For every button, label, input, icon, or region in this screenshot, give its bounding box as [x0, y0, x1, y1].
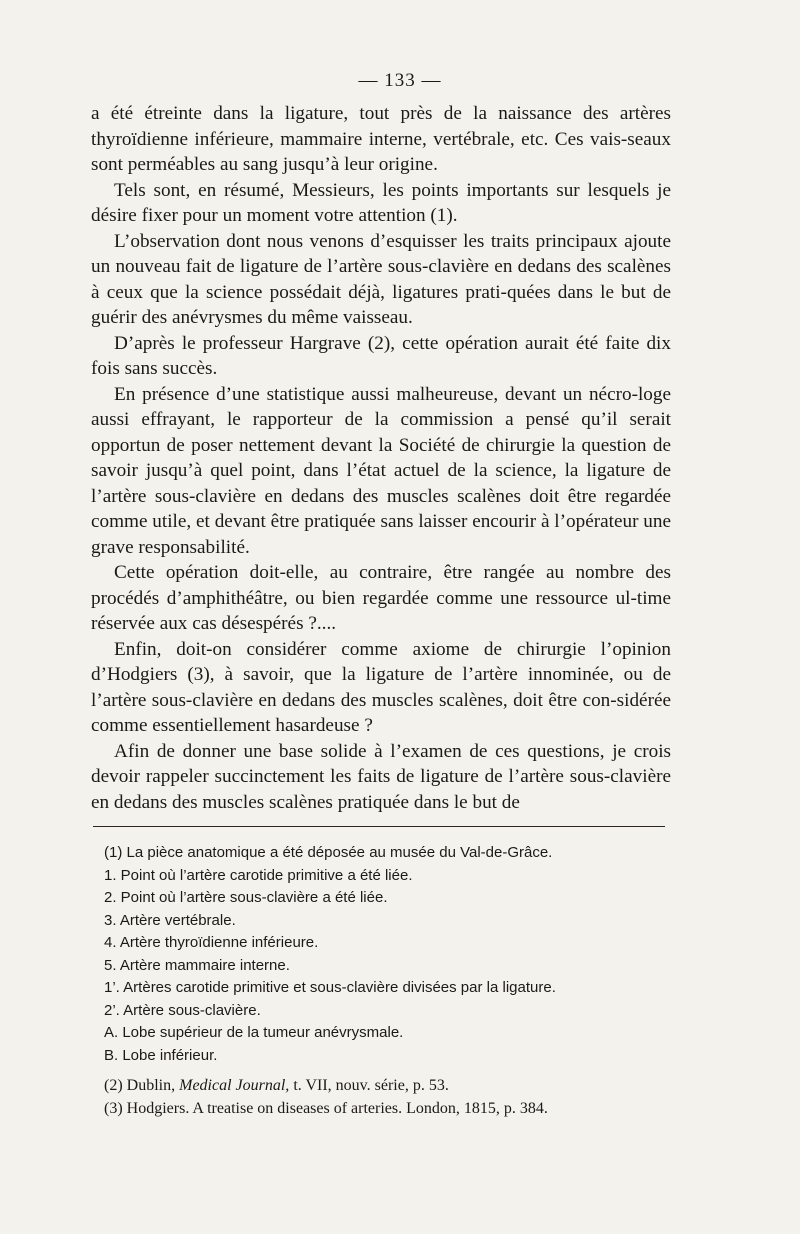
figure-legend-item: 4. Artère thyroïdienne inférieure. [104, 934, 319, 951]
figure-legend-item: B. Lobe inférieur. [104, 1046, 218, 1064]
references [104, 1075, 664, 1120]
paragraph: Cette opération doit-elle, au contraire, être rangée au nombre des procédés d’amphithéâtre, ou bien regardée comme une ressource ul-time réservée aux cas désespérés ?.... [91, 562, 671, 634]
footnotes [104, 842, 664, 1120]
paragraph: a été étreinte dans la ligature, tout près de la naissance des artères thyroïdienne inférieure, mammaire interne, vertébrale, etc. Ces vais-seaux sont perméables au sang jusqu’à leur origine. [91, 103, 671, 175]
figure-legend-item: A. Lobe supérieur de la tumeur anévrysmale. [104, 1024, 404, 1041]
footnote-3: (3) Hodgiers. A treatise on diseases of arteries. London, 1815, p. 384. [104, 1099, 548, 1117]
paragraph: L’observation dont nous venons d’esquisser les traits principaux ajoute un nouveau fait de ligature de l’artère sous-clavière en dedans des scalènes à ceux que la science possédait déjà, ligatures prati-quées dans le but de guérir des anévrysmes du même vaisseau. [91, 230, 671, 328]
footnote-2 [104, 1075, 664, 1098]
paragraph: D’après le professeur Hargrave (2), cette opération aurait été faite dix fois sans succès. [91, 332, 671, 379]
body-text [91, 101, 671, 815]
paragraph: Enfin, doit-on considérer comme axiome de chirurgie l’opinion d’Hodgiers (3), à savoir, que la ligature de l’artère innominée, ou de l’artère sous-clavière en dedans des muscles scalènes, doit être con-sidérée comme essentiellement hasardeuse ? [91, 638, 671, 736]
journal-title: Medical Journal, [179, 1077, 290, 1094]
figure-legend-item: 3. Artère vertébrale. [104, 911, 236, 929]
figure-legend-item: 5. Artère mammaire interne. [104, 956, 290, 974]
footnote-line: (1) La pièce anatomique a été déposée au musée du Val-de-Grâce. [104, 844, 553, 861]
footnote-2-suffix: t. VII, nouv. série, p. 53. [293, 1077, 449, 1094]
figure-legend-item: 1’. Artères carotide primitive et sous-clavière divisées par la ligature. [104, 979, 556, 996]
figure-legend-item: 2. Point où l’artère sous-clavière a été liée. [104, 889, 388, 906]
paragraph: Afin de donner une base solide à l’examen de ces questions, je crois devoir rappeler succinctement les faits de ligature de l’artère sous-clavière en dedans des muscles scalènes pratiquée dans le but de [91, 740, 671, 813]
footnote-2-prefix: (2) Dublin, [104, 1077, 176, 1094]
footnote-divider [93, 826, 665, 827]
paragraph: En présence d’une statistique aussi malheureuse, devant un nécro-loge aussi effrayant, le rapporteur de la commission a pensé qu’il serait opportun de poser nettement devant la Société de chirurgie la question de savoir jusqu’à quel point, dans l’état actuel de la science, la ligature de l’artère sous-clavière en dedans des muscles scalènes doit être regardée comme utile, et devant être pratiquée sans laisser encourir à l’opérateur une grave responsabilité. [91, 383, 671, 558]
figure-legend-item: 2’. Artère sous-clavière. [104, 1001, 261, 1019]
figure-legend-item: 1. Point où l’artère carotide primitive a été liée. [104, 866, 413, 884]
page-number: — 133 — [358, 70, 442, 91]
paragraph: Tels sont, en résumé, Messieurs, les points importants sur lesquels je désire fixer pour un moment votre attention (1). [91, 179, 671, 226]
